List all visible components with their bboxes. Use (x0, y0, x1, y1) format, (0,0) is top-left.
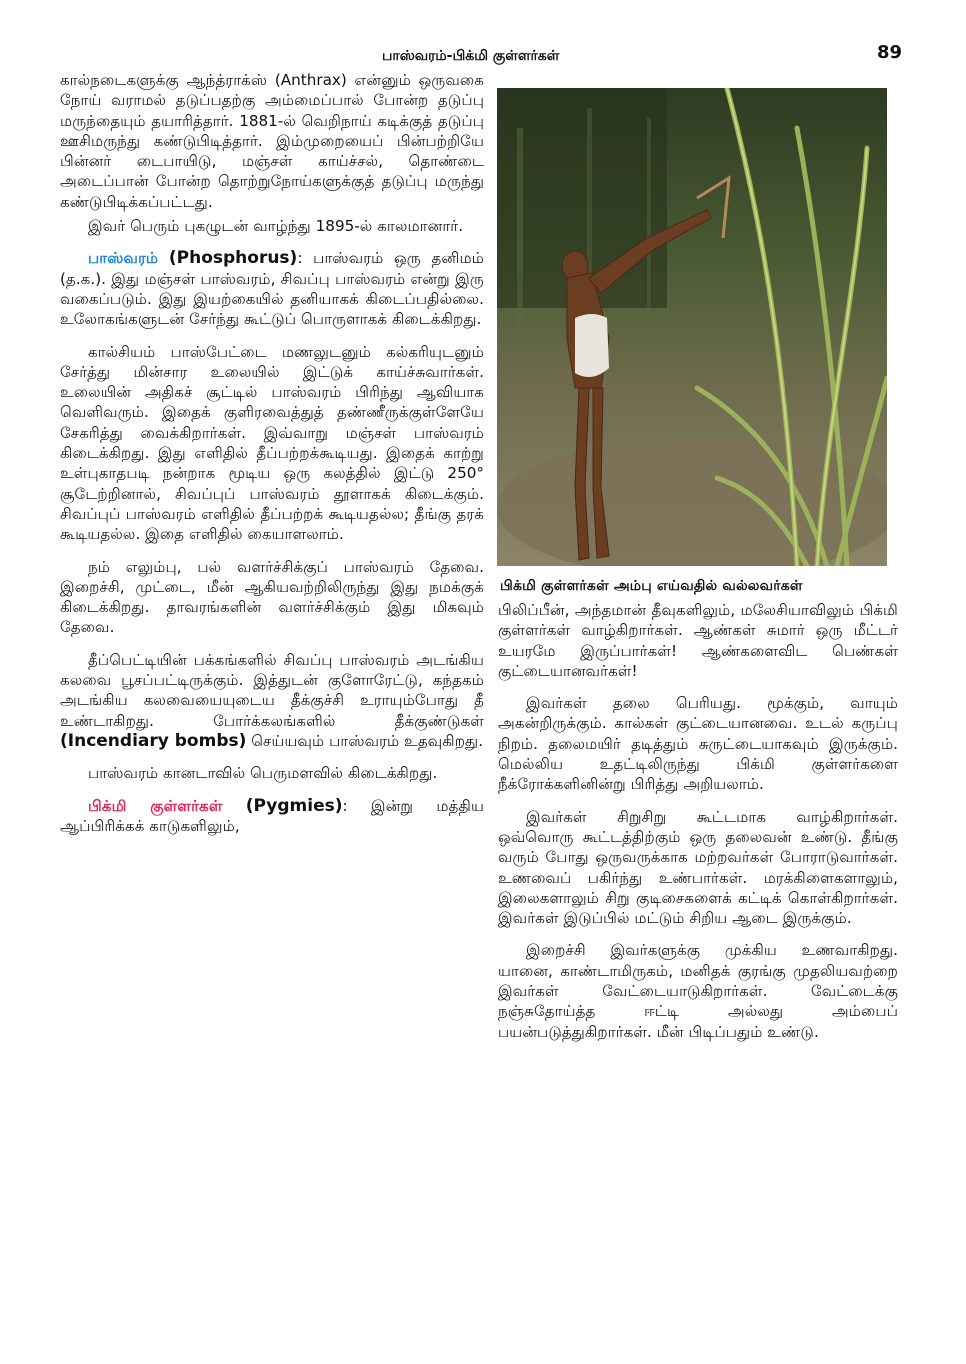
phosphorus-entry (60, 248, 484, 329)
pygmies-term: பிக்மி குள்ளர்கள் (88, 796, 223, 815)
page-number: 89 (876, 42, 902, 63)
bone-growth-paragraph: நம் எலும்பு, பல் வளர்ச்சிக்குப் பாஸ்வரம் தேவை. இறைச்சி, முட்டை, மீன் ஆகியவற்றிலிருந்து இது நமக்குக் கிடைக்கிறது. தாவரங்களின் வளர்ச்சிக்கும் இது மிகவும் தேவை. (60, 557, 484, 637)
matchbox-paragraph (60, 650, 484, 751)
pygmies-entry (60, 796, 484, 837)
canada-paragraph: பாஸ்வரம் கானடாவில் பெருமளவில் கிடைக்கிறது. (88, 764, 438, 783)
habitat-paragraph: பிலிப்பீன், அந்தமான் தீவுகளிலும், மலேசியாவிலும் பிக்மி குள்ளர்கள் வாழ்கிறார்கள். ஆண்கள் சுமார் ஒரு மீட்டர் உயரமே இருப்பார்கள்! ஆண்களைவிட பெண்கள் குட்டையானவர்கள்! (498, 601, 898, 680)
calcium-phosphate-paragraph: கால்சியம் பாஸ்பேட்டை மணலுடனும் கல்கரியுடனும் சேர்த்து மின்சார உலையில் இட்டுக் காய்ச்சுவார்கள். உலையின் அதிகச் சூட்டில் பாஸ்வரம் பிரிந்து ஆவியாக வெளிவரும். இதைக் குளிரவைத்துத் தண்ணீருக்குள்ளேயே சேகரித்து வைக்கிறார்கள். இவ்வாறு மஞ்சள் பாஸ்வரம் கிடைக்கிறது. இது எளிதில் தீப்பற்றக்கூடியது. இதைக் காற்று உள்புகாதபடி நன்றாக மூடிய ஒரு கலத்தில் இட்டு 250° சூடேற்றினால், சிவப்புப் பாஸ்வரம் தூளாகக் கிடைக்கும். சிவப்புப் பாஸ்வரம் எளிதில் தீப்பற்றக் கூடியதல்ல; தீங்கு தரக் கூடியதல்ல. இதை எளிதில் கையாளலாம். (60, 342, 484, 544)
pygmy-archer-photo (497, 88, 887, 566)
matchbox-text: தீப்பெட்டியின் பக்கங்களில் சிவப்பு பாஸ்வரம் அடங்கிய கலவை பூசப்பட்டிருக்கும். இத்துடன் குளோரேட்டு, கந்தகம் அடங்கிய கலவையையுடைய தீக்குச்சி உராயும்போது தீ உண்டாகிறது. போர்க்கலங்களில் தீக்குண்டுகள் (60, 650, 484, 730)
phosphorus-text: : பாஸ்வரம் ஒரு தனிமம் (த.க.). இது மஞ்சள் பாஸ்வரம், சிவப்பு பாஸ்வரம் என்று இரு வகைப்படும். இது இயற்கையில் தனியாகக் கிடைப்பதில்லை. உலோகங்களுடன் சேர்ந்து கூட்டுப் பொருளாகக் கிடைக்கிறது. (60, 249, 484, 329)
phosphorus-term: பாஸ்வரம் (88, 249, 159, 268)
photo-illustration (497, 88, 887, 566)
pygmies-latin: (Pygmies) (245, 795, 343, 816)
right-column (498, 600, 898, 1054)
pygmies-text: : இன்று மத்திய ஆப்பிரிக்கக் காடுகளிலும், (60, 796, 484, 835)
left-column (60, 70, 484, 848)
society-paragraph: இவர்கள் சிறுசிறு கூட்டமாக வாழ்கிறார்கள். ஒவ்வொரு கூட்டத்திற்கும் ஒரு தலைவன் உண்டு. தீங்கு வரும் போது ஒருவருக்காக மற்றவர்கள் போராடுவார்கள். உணவைப் பகிர்ந்து உண்பார்கள். மரக்கிளைகளாலும், இலைகளாலும் சிறு குடிசைகளைக் கட்டிக் கொள்கிறார்கள். இவர்கள் இடுப்பில் மட்டும் சிறிய ஆடை இருக்கும். (498, 807, 898, 928)
food-paragraph: இறைச்சி இவர்களுக்கு முக்கிய உணவாகிறது. யானை, காண்டாமிருகம், மனிதக் குரங்கு முதலியவற்றை இவர்கள் வேட்டையாடுகிறார்கள். வேட்டைக்கு நஞ்சுதோய்த்த ஈட்டி அல்லது அம்பைப் பயன்படுத்துகிறார்கள். மீன் பிடிப்பதும் உண்டு. (498, 941, 898, 1041)
phosphorus-latin: (Phosphorus) (168, 248, 298, 269)
pasteur-death-paragraph: இவர் பெரும் புகழுடன் வாழ்ந்து 1895-ல் காலமானார். (88, 217, 464, 236)
photo-caption: பிக்மி குள்ளர்கள் அம்பு எய்வதில் வல்லவர்கள் (500, 578, 803, 594)
matchbox-text-end: செய்யவும் பாஸ்வரம் உதவுகிறது. (251, 731, 484, 750)
appearance-paragraph: இவர்கள் தலை பெரியது. மூக்கும், வாயும் அகன்றிருக்கும். கால்கள் குட்டையானவை. உடல் கருப்பு நிறம். தலைமயிர் தடித்தும் சுருட்டையாகவும் இருக்கும். மெல்லிய உதட்டிலிருந்து பிக்மி குள்ளர்களை நீக்ரோக்களினின்று பிரித்து அறியலாம். (498, 694, 898, 794)
pasteur-paragraph: கால்நடைகளுக்கு ஆந்த்ராக்ஸ் (Anthrax) என்னும் ஒருவகை நோய் வராமல் தடுப்பதற்கு அம்மைப்பால் போன்ற தடுப்பு மருந்தையும் தயாரித்தார். 1881-ல் வெறிநாய் கடிக்குத் தடுப்பு ஊசிமருந்து கண்டுபிடித்தார். இம்முறையைப் பின்பற்றியே பின்னர் டைபாயிடு, மஞ்சள் காய்ச்சல், தொண்டை அடைப்பான் போன்ற தொற்றுநோய்களுக்குத் தடுப்பு மருந்து கண்டுபிடிக்கப்பட்டது. (60, 71, 484, 211)
running-title: பாஸ்வரம்-பிக்மி குள்ளர்கள் (382, 48, 560, 64)
incendiary-latin: (Incendiary bombs) (60, 730, 247, 751)
